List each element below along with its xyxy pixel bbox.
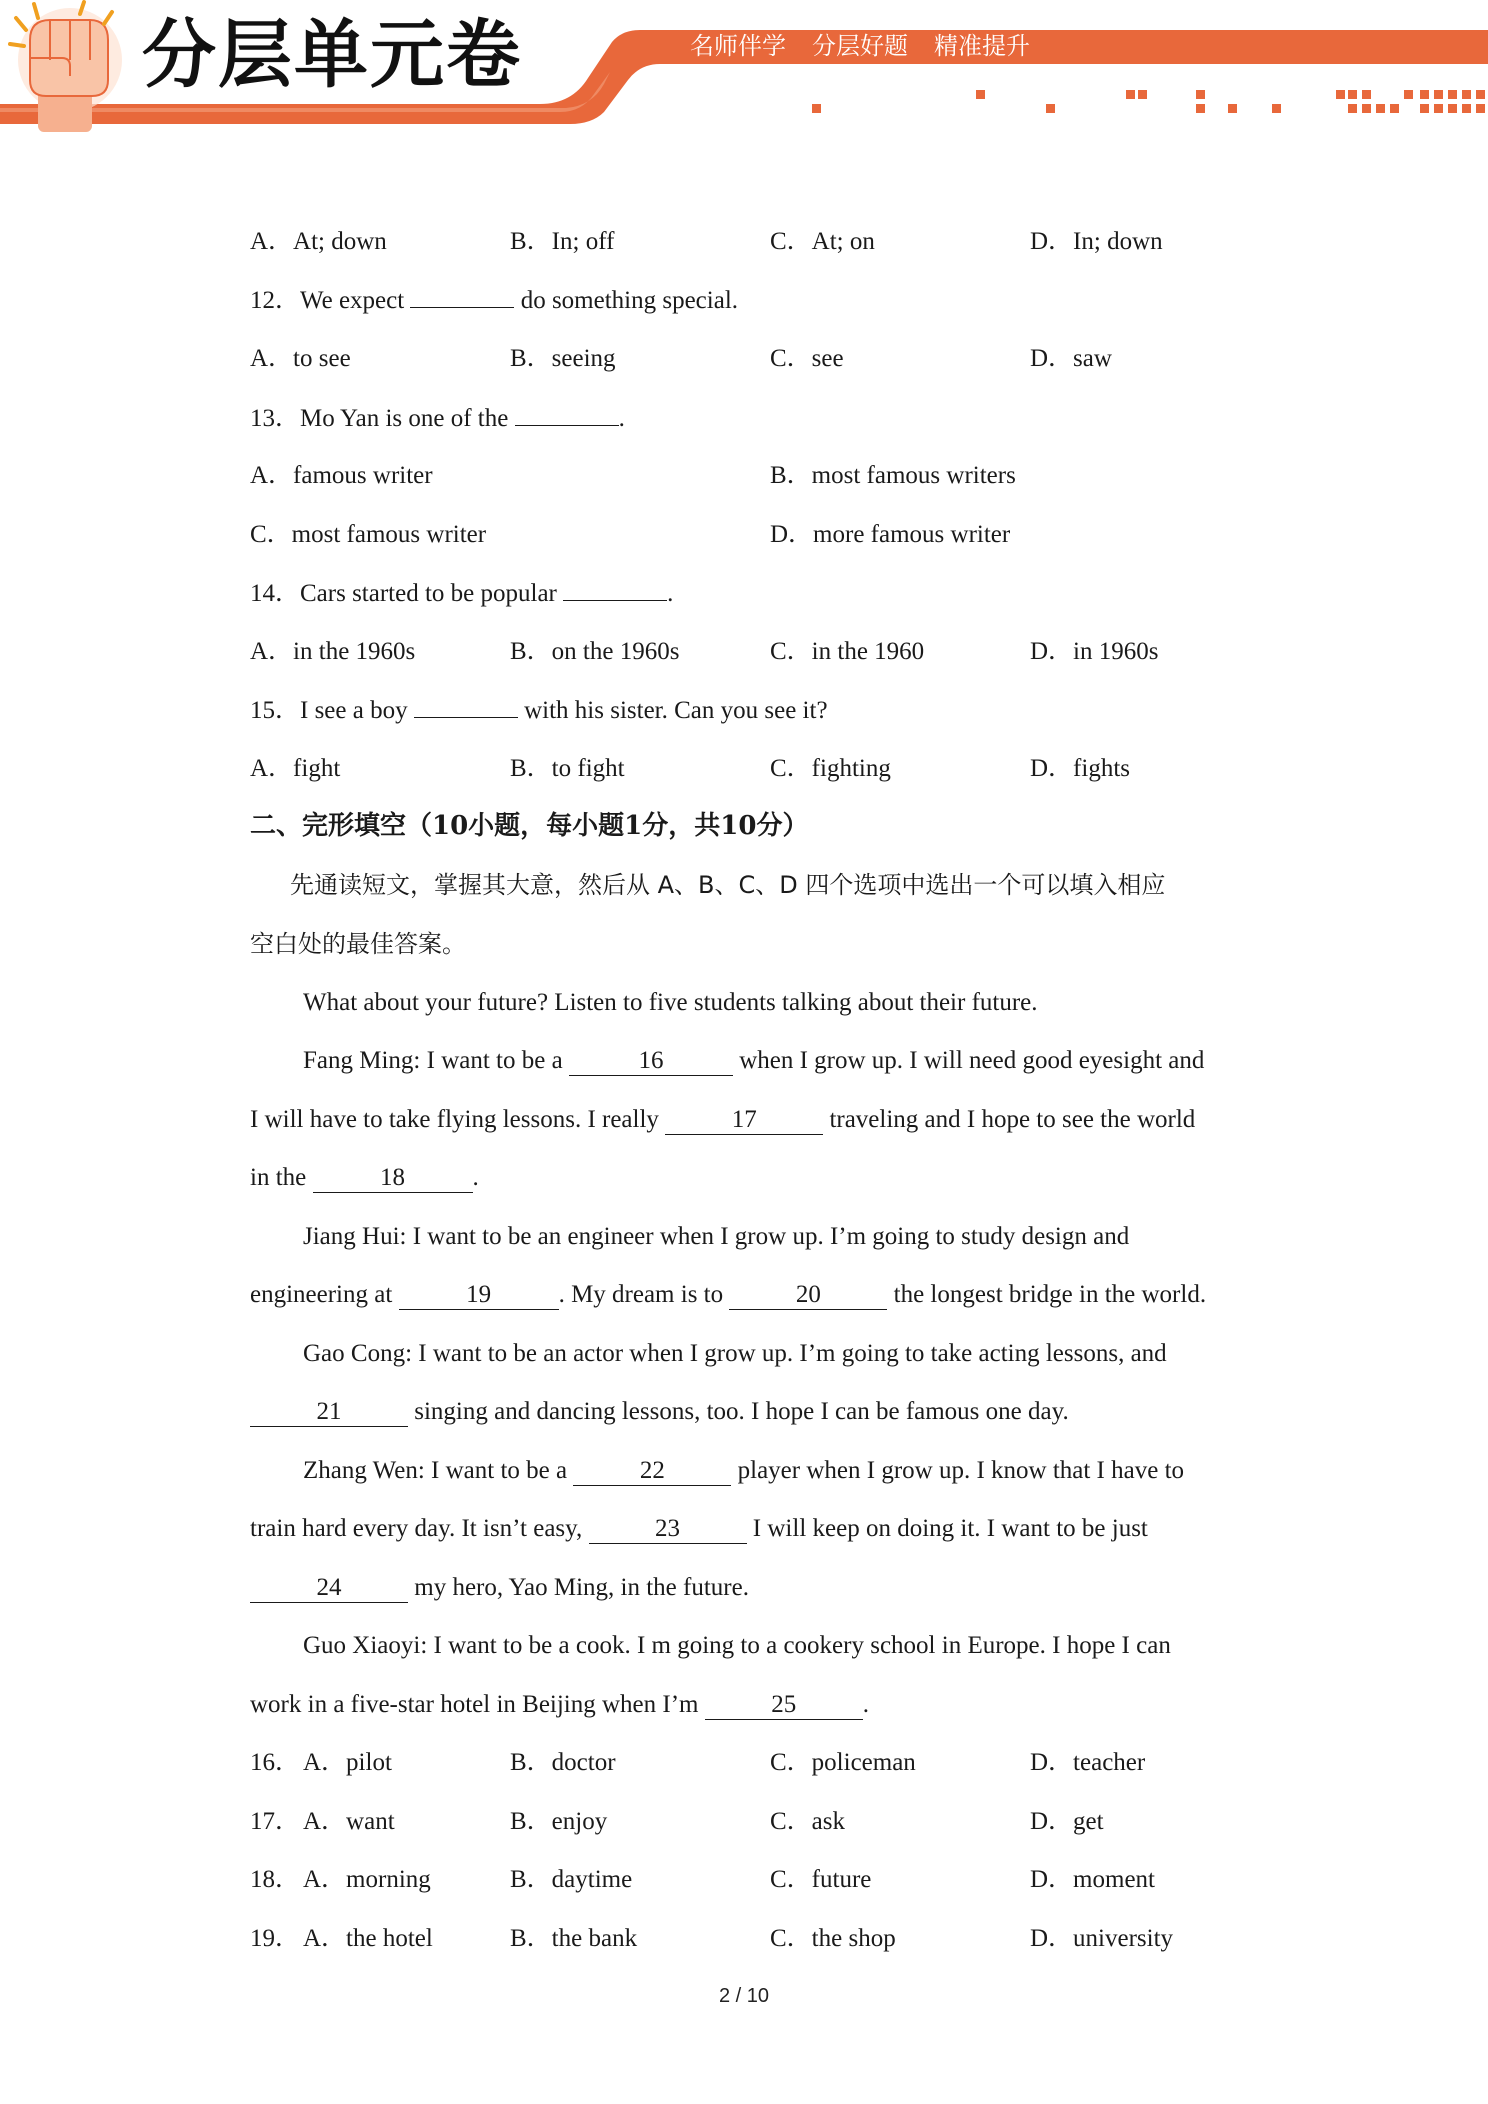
cloze-18-option-a: A．morning (303, 1866, 431, 1893)
q12-stem (250, 285, 738, 315)
header-banner (0, 0, 1488, 160)
cloze-number: 18． (250, 1866, 301, 1893)
passage-text: singing and dancing lessons, too. I hope I can be famous one day. (408, 1398, 1069, 1425)
slogan-item: 名师伴学 (690, 32, 786, 60)
header-slogan (690, 34, 1110, 58)
passage-line (303, 1456, 1184, 1486)
q15-option-d: D．fights (1030, 755, 1131, 782)
cloze-16-option-d: D．teacher (1030, 1749, 1146, 1776)
cloze-19-option-b: B．the bank (510, 1925, 638, 1952)
q11-option-a: A．At; down (250, 228, 387, 255)
cloze-17-option-c: C．ask (770, 1808, 846, 1835)
cloze-blank-18: 18 (313, 1164, 473, 1193)
passage-text: Zhang Wen: I want to be a (303, 1457, 574, 1484)
passage-text: I will have to take flying lessons. I really (250, 1106, 666, 1133)
answer-blank (410, 285, 514, 308)
question-text: . (667, 580, 674, 607)
question-text: 14．Cars started to be popular (250, 580, 564, 607)
cloze-17-option-a: A．want (303, 1808, 395, 1835)
q15-option-b: B．to fight (510, 755, 625, 782)
q14-stem (250, 578, 673, 608)
q11-option-b: B．In; off (510, 228, 615, 255)
cloze-17-option-d: D．get (1030, 1808, 1104, 1835)
cloze-blank-21: 21 (250, 1398, 408, 1427)
answer-blank (414, 695, 518, 718)
page-number: 2 / 10 (718, 1985, 770, 2007)
passage-line (250, 1105, 1195, 1135)
cloze-number: 19． (250, 1925, 301, 1952)
cloze-blank-19: 19 (399, 1281, 559, 1310)
answer-blank (563, 578, 667, 601)
cloze-19-option-d: D．university (1030, 1925, 1174, 1952)
cloze-number: 17． (250, 1808, 301, 1835)
cloze-19-option-c: C．the shop (770, 1925, 896, 1952)
cloze-18-option-b: B．daytime (510, 1866, 633, 1893)
q11-option-c: C．At; on (770, 228, 875, 255)
passage-text: the longest bridge in the world. (887, 1281, 1207, 1308)
passage-text: when I grow up. I will need good eyesight and (732, 1047, 1205, 1074)
q12-option-a: A．to see (250, 345, 351, 372)
passage-text: traveling and I hope to see the world (823, 1106, 1196, 1133)
passage-line: Guo Xiaoyi: I want to be a cook. I m going to a cookery school in Europe. I hope I can (303, 1632, 1171, 1659)
passage-text: . My dream is to (558, 1281, 730, 1308)
passage-line (303, 1046, 1204, 1076)
slogan-item: 分层好题 (812, 32, 908, 60)
q12-option-b: B．seeing (510, 345, 616, 372)
passage-text: player when I grow up. I know that I have to (731, 1457, 1185, 1484)
question-text: 15．I see a boy (250, 697, 414, 724)
question-text: with his sister. Can you see it? (517, 697, 828, 724)
passage-line (250, 1280, 1206, 1310)
cloze-18-option-d: D．moment (1030, 1866, 1155, 1893)
q15-stem (250, 695, 828, 725)
q13-option-a: A．famous writer (250, 462, 433, 489)
passage-text: I will keep on doing it. I want to be just (746, 1515, 1148, 1542)
cloze-19-option-a: A．the hotel (303, 1925, 433, 1952)
section-instruction: 空白处的最佳答案。 (250, 930, 466, 958)
section-title: 二、完形填空（10小题，每小题1分，共10分） (250, 811, 809, 841)
answer-blank (515, 403, 619, 426)
cloze-blank-22: 22 (573, 1457, 731, 1486)
q12-option-d: D．saw (1030, 345, 1112, 372)
cloze-blank-20: 20 (729, 1281, 887, 1310)
passage-text: engineering at (250, 1281, 399, 1308)
q12-option-c: C．see (770, 345, 844, 372)
passage-text: work in a five-star hotel in Beijing when I’m (250, 1691, 705, 1718)
q15-option-a: A．fight (250, 755, 341, 782)
cloze-17-option-b: B．enjoy (510, 1808, 608, 1835)
passage-intro: What about your future? Listen to five students talking about their future. (303, 989, 1038, 1016)
passage-line (250, 1690, 869, 1720)
passage-text: my hero, Yao Ming, in the future. (408, 1574, 749, 1601)
cloze-16-option-a: A．pilot (303, 1749, 392, 1776)
passage-text: in the (250, 1164, 313, 1191)
cloze-blank-16: 16 (569, 1047, 733, 1076)
passage-line (250, 1514, 1148, 1544)
question-text: do something special. (514, 287, 739, 314)
passage-line: Gao Cong: I want to be an actor when I grow up. I’m going to take acting lessons, and (303, 1340, 1167, 1367)
passage-line (250, 1397, 1069, 1427)
cloze-blank-24: 24 (250, 1574, 408, 1603)
section-instruction: 先通读短文，掌握其大意，然后从 A、B、C、D 四个选项中选出一个可以填入相应 (290, 871, 1166, 899)
q13-option-c: C．most famous writer (250, 521, 487, 548)
cloze-number: 16． (250, 1749, 301, 1776)
q11-option-d: D．In; down (1030, 228, 1163, 255)
question-text: 12．We expect (250, 287, 411, 314)
cloze-16-option-c: C．policeman (770, 1749, 916, 1776)
passage-text: . (472, 1164, 479, 1191)
q13-option-b: B．most famous writers (770, 462, 1016, 489)
q14-option-a: A．in the 1960s (250, 638, 416, 665)
cloze-blank-17: 17 (665, 1106, 823, 1135)
q13-stem (250, 403, 625, 433)
cloze-blank-23: 23 (589, 1515, 747, 1544)
passage-line (250, 1163, 479, 1193)
passage-line (250, 1573, 749, 1603)
q14-option-c: C．in the 1960 (770, 638, 925, 665)
q15-option-c: C．fighting (770, 755, 891, 782)
passage-text: . (862, 1691, 869, 1718)
q13-option-d: D．more famous writer (770, 521, 1011, 548)
cloze-blank-25: 25 (705, 1691, 863, 1720)
question-text: 13．Mo Yan is one of the (250, 405, 515, 432)
passage-text: Fang Ming: I want to be a (303, 1047, 569, 1074)
cloze-18-option-c: C．future (770, 1866, 872, 1893)
cloze-16-option-b: B．doctor (510, 1749, 616, 1776)
slogan-item: 精准提升 (934, 32, 1030, 60)
q14-option-d: D．in 1960s (1030, 638, 1159, 665)
question-text: . (618, 405, 625, 432)
q14-option-b: B．on the 1960s (510, 638, 680, 665)
passage-text: train hard every day. It isn’t easy, (250, 1515, 589, 1542)
header-title: 分层单元卷 (142, 12, 522, 98)
passage-line: Jiang Hui: I want to be an engineer when I grow up. I’m going to study design and (303, 1223, 1130, 1250)
